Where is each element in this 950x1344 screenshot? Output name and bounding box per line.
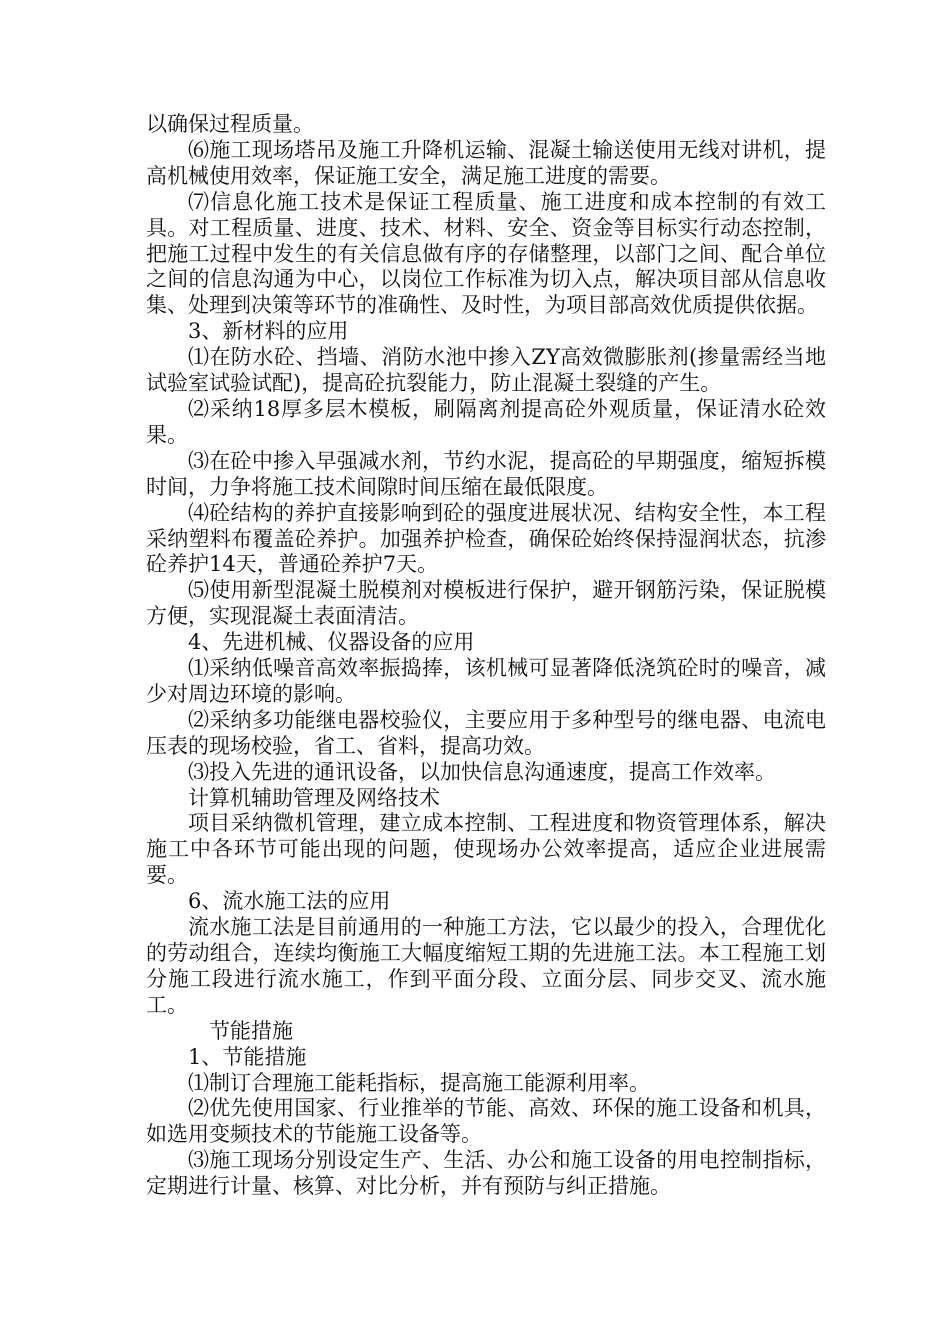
paragraph-quality-end: 以确保过程质量。 [146,112,314,136]
paragraph-vibrator: ⑴采纳低噪音高效率振捣捧，该机械可显著降低浇筑砼时的噪音，减少对周边环境的影响。 [146,656,826,706]
heading-flow-construction: 6、流水施工法的应用 [188,889,391,914]
paragraph-microcomputer-management: 项目采纳微机管理，建立成本控制、工程进度和物资管理体系，解决施工中各环节可能出现的问题，使现场办公效率提高，适应企业进展需要。 [146,811,826,888]
paragraph-concrete-curing: ⑷砼结构的养护直接影响到砼的强度进展状况、结构安全性，本工程采纳塑料布覆盖砼养护。加强养护检查，确保砼始终保持湿润状态，抗渗砼养护14天，普通砼养护7天。 [146,500,826,577]
paragraph-radio-intercom: ⑹施工现场塔吊及施工升降机运输、混凝土输送使用无线对讲机，提高机械使用效率，保证施工安全，满足施工进度的需要。 [146,137,826,188]
paragraph-flow-construction: 流水施工法是目前通用的一种施工方法，它以最少的投入，合理优化的劳动组合，连续均衡施工大幅度缩短工期的先进施工法。本工程施工划分施工段进行流水施工，作到平面分段、立面分层、同步交叉、流水施工。 [146,915,826,1017]
paragraph-water-reducer: ⑶在砼中掺入早强减水剂，节约水泥，提高砼的早期强度，缩短拆模时间，力争将施工技术间隙时间压缩在最低限度。 [146,448,826,499]
paragraph-expansion-agent: ⑴在防水砼、挡墙、消防水池中掺入ZY高效微膨胀剂(掺量需经当地试验室试验试配)，提高砼抗裂能力，防止混凝土裂缝的产生。 [146,345,826,396]
paragraph-energy-indicators: ⑴制订合理施工能耗指标，提高施工能源利用率。 [188,1070,650,1095]
heading-energy-saving-measures: 1、节能措施 [188,1044,307,1069]
paragraph-wood-formwork: ⑵采纳18厚多层木模板，刷隔离剂提高砼外观质量，保证清水砼效果。 [146,396,826,447]
paragraph-information-construction: ⑺信息化施工技术是保证工程质量、施工进度和成本控制的有效工具。对工程质量、进度、技术、材料、安全、资金等目标实行动态控制，把施工过程中发生的有关信息做有序的存储整理，以部门之间、配合单位之间的信息沟通为中心，以岗位工作标准为切入点，解决项目部从信息收集、处理到决策等环节的准确性、及时性，为项目部高效优质提供依据。 [146,189,826,318]
paragraph-communication-equipment: ⑶投入先进的通讯设备，以加快信息沟通速度，提高工作效率。 [188,759,776,784]
paragraph-energy-equipment: ⑵优先使用国家、行业推举的节能、高效、环保的施工设备和机具，如选用变频技术的节能施工设备等。 [146,1096,826,1147]
paragraph-power-control: ⑶施工现场分别设定生产、生活、办公和施工设备的用电控制指标，定期进行计量、核算、对比分析，并有预防与纠正措施。 [146,1148,826,1199]
paragraph-relay-tester: ⑵采纳多功能继电器校验仪，主要应用于多种型号的继电器、电流电压表的现场校验，省工、省料，提高功效。 [146,707,826,758]
heading-energy-saving: 节能措施 [209,1018,293,1043]
document-body [146,112,826,1200]
heading-advanced-equipment: 4、先进机械、仪器设备的应用 [188,630,475,655]
paragraph-release-agent: ⑸使用新型混凝土脱模剂对模板进行保护，避开钢筋污染，保证脱模方便，实现混凝土表面清洁。 [146,578,826,629]
heading-computer-management: 计算机辅助管理及网络技术 [188,785,440,810]
heading-new-materials: 3、新材料的应用 [188,319,349,344]
